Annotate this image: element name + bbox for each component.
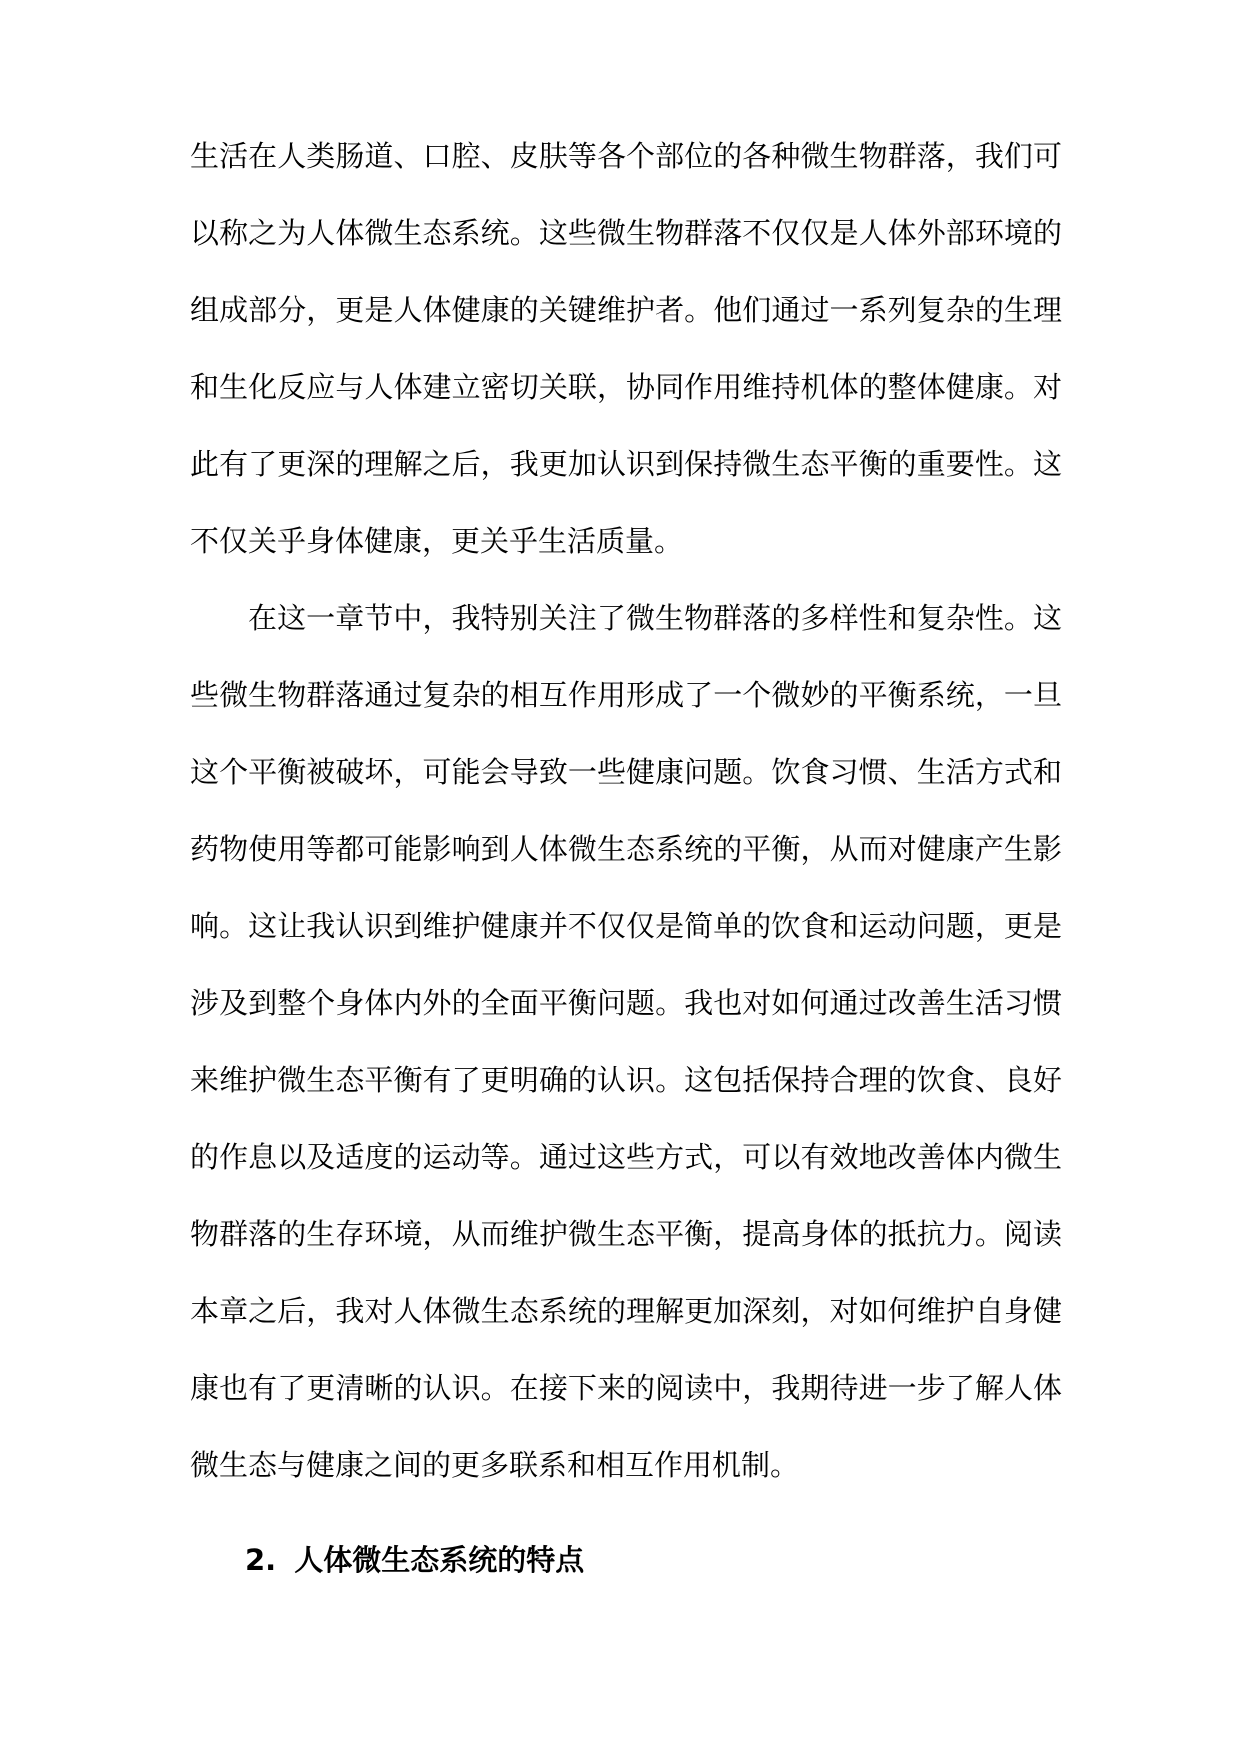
paragraph-line: 些微生物群落通过复杂的相互作用形成了一个微妙的平衡系统，一旦 <box>190 678 1062 712</box>
paragraph-line: 和生化反应与人体建立密切关联，协同作用维持机体的整体健康。对 <box>190 370 1062 404</box>
paragraph-line: 此有了更深的理解之后，我更加认识到保持微生态平衡的重要性。这 <box>190 447 1062 481</box>
paragraph-line: 生活在人类肠道、口腔、皮肤等各个部位的各种微生物群落，我们可 <box>190 139 1062 173</box>
paragraph-line: 响。这让我认识到维护健康并不仅仅是简单的饮食和运动问题，更是 <box>190 909 1062 943</box>
section-heading <box>245 1540 584 1580</box>
paragraph-line: 本章之后，我对人体微生态系统的理解更加深刻，对如何维护自身健 <box>190 1294 1062 1328</box>
paragraph-line: 的作息以及适度的运动等。通过这些方式，可以有效地改善体内微生 <box>190 1140 1062 1174</box>
section-number: 2. <box>245 1543 277 1577</box>
paragraph-line: 不仅关乎身体健康，更关乎生活质量。 <box>190 524 684 558</box>
paragraph-line: 药物使用等都可能影响到人体微生态系统的平衡，从而对健康产生影 <box>190 832 1062 866</box>
paragraph-line: 这个平衡被破坏，可能会导致一些健康问题。饮食习惯、生活方式和 <box>190 755 1062 789</box>
paragraph-line: 来维护微生态平衡有了更明确的认识。这包括保持合理的饮食、良好 <box>190 1063 1062 1097</box>
section-title: 人体微生态系统的特点 <box>294 1543 585 1577</box>
paragraph-line: 以称之为人体微生态系统。这些微生物群落不仅仅是人体外部环境的 <box>190 216 1062 250</box>
paragraph-line: 微生态与健康之间的更多联系和相互作用机制。 <box>190 1448 800 1482</box>
paragraph-line: 涉及到整个身体内外的全面平衡问题。我也对如何通过改善生活习惯 <box>190 986 1062 1020</box>
paragraph-line: 组成部分，更是人体健康的关键维护者。他们通过一系列复杂的生理 <box>190 293 1062 327</box>
paragraph-line: 物群落的生存环境，从而维护微生态平衡，提高身体的抵抗力。阅读 <box>190 1217 1062 1251</box>
paragraph-line: 在这一章节中，我特别关注了微生物群落的多样性和复杂性。这 <box>248 601 1062 635</box>
paragraph-line: 康也有了更清晰的认识。在接下来的阅读中，我期待进一步了解人体 <box>190 1371 1062 1405</box>
